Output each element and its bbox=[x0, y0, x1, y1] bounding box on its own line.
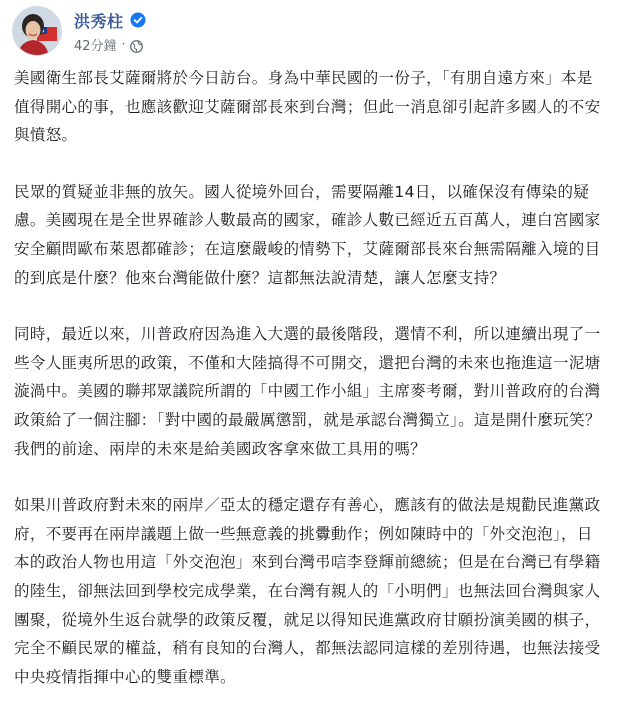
post-paragraph: 美國衛生部長艾薩爾將於今日訪台。身為中華民國的一份子，「有朋自遠方來」本是值得開心的事，也應該歡迎艾薩爾部長來到台灣；但此一消息卻引起許多國人的不安與憤怒。 bbox=[14, 69, 601, 145]
author-name[interactable]: 洪秀柱 bbox=[74, 11, 124, 31]
meta-separator: · bbox=[121, 37, 126, 51]
avatar-image bbox=[13, 7, 61, 55]
post-paragraph: 如果川普政府對未來的兩岸／亞太的穩定還存有善心，應該有的做法是規勸民進黨政府，不要再在兩岸議題上做一些無意義的挑釁動作；例如陳時中的「外交泡泡」，日本的政治人物也用這「外交泡泡」來到台灣弔唁李登輝前總統；但是在台灣已有學籍的陸生，卻無法回到學校完成學業，在台灣有親人的「小明們」也無法回台灣與家人團聚，從境外生返台就學的政策反覆，就足以得知民進黨政府甘願扮演美國的棋子，完全不顧民眾的權益，稍有良知的台灣人，都無法認同這樣的差別待遇，也無法接受中央疫情指揮中心的雙重標準。 bbox=[14, 496, 601, 686]
post-paragraph: 民眾的質疑並非無的放矢。國人從境外回台，需要隔離14日，以確保沒有傳染的疑慮。美國現在是全世界確診人數最高的國家，確診人數已經近五百萬人，連白宮國家安全顧問歐布萊恩都確診；在這麼嚴峻的情勢下，艾薩爾部長來台無需隔離入境的目的到底是什麼？他來台灣能做什麼？這都無法說清楚，讓人怎麼支持？ bbox=[14, 182, 601, 287]
post-header bbox=[12, 6, 146, 62]
author-avatar[interactable] bbox=[12, 6, 62, 56]
post-meta-row bbox=[74, 36, 146, 52]
verified-badge-icon bbox=[130, 12, 146, 28]
post-timestamp[interactable]: 42分鐘 bbox=[74, 38, 117, 54]
author-name-row bbox=[74, 9, 146, 31]
post-header-text bbox=[74, 9, 146, 52]
globe-icon[interactable] bbox=[130, 38, 143, 51]
post-paragraph: 同時，最近以來，川普政府因為進入大選的最後階段，選情不利，所以連續出現了一些令人匪夷所思的政策，不僅和大陸搞得不可開交，還把台灣的未來也拖進這一泥塘漩渦中。美國的聯邦眾議院所謂的「中國工作小組」主席麥考爾，對川普政府的台灣政策給了一個注腳：「對中國的最嚴厲懲罰，就是承認台灣獨立」。這是開什麼玩笑？我們的前途、兩岸的未來是給美國政客拿來做工具用的嗎？ bbox=[14, 325, 601, 458]
post-body bbox=[14, 64, 608, 719]
